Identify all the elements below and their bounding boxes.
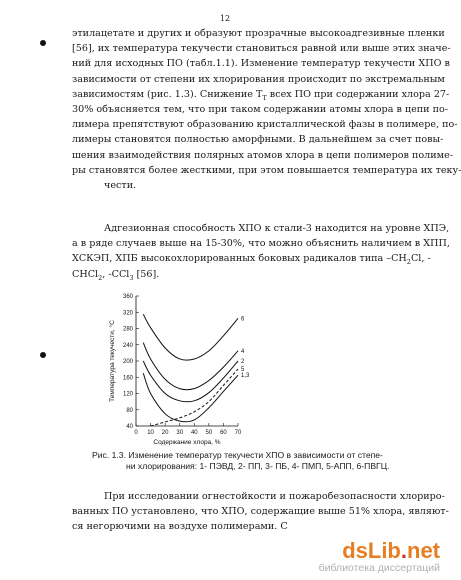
series-line-4 [143, 343, 238, 390]
text-line: лимера препятствуют образованию кристаллической фазы в полимере, по- [72, 119, 458, 131]
text-line: ний для исходных ПО (табл.1.1). Изменение температур текучести ХПО в [72, 58, 450, 70]
x-tick-label: 50 [205, 430, 213, 436]
y-tick-label: 80 [126, 407, 133, 414]
series-line-6 [143, 314, 238, 360]
y-tick-label: 360 [122, 294, 133, 300]
hole-punch-mark [40, 40, 46, 46]
text-line: ры становятся более жесткими, при этом повышается температура их теку- [72, 164, 461, 176]
y-tick-label: 160 [122, 375, 133, 382]
series-label: 4 [241, 348, 245, 355]
x-axis-label: Содержание хлора, % [153, 439, 221, 446]
y-axis-label: Температура текучести, °С [109, 320, 116, 402]
caption-line: Рис. 1.3. Изменение температур текучести ХПО в зависимости от степе- [92, 450, 383, 460]
x-tick-label: 10 [147, 430, 154, 436]
watermark-subtitle: библиотека диссертаций [318, 562, 440, 574]
series-line-1-3 [143, 373, 238, 422]
text-line: шения взаимодействия полярных атомов хлора в цепи полимеров полиме- [72, 149, 454, 161]
text-line: зависимостям (рис. 1.3). Снижение $T_T$ всех ПО при содержании хлора 27- [72, 88, 450, 102]
text-line: ванных ПО установлено, что ХПО, содержащие выше 51% хлора, являют- [72, 506, 449, 518]
text-line: чести. [104, 180, 137, 192]
series-label: 2 [241, 359, 245, 365]
x-tick-label: 30 [176, 430, 184, 436]
text-line: этилацетате и других и образуют прозрачные высокоадгезивные пленки [72, 28, 445, 39]
paragraph-2 [72, 221, 450, 282]
y-tick-label: 320 [122, 310, 133, 317]
paragraph-1 [72, 26, 461, 193]
page-number: 12 [219, 14, 231, 23]
text-line: 30% объясняется тем, что при таком содержании атомы хлора в цепи по- [72, 104, 449, 116]
text-line: лимеры становятся полностью аморфными. В дальнейшем за счет повы- [72, 134, 444, 146]
series-label: 1,3 [241, 373, 250, 380]
y-tick-label: 280 [122, 326, 133, 333]
text-line: зависимости от степени их хлорирования происходит по экстремальным [72, 73, 445, 85]
text-line: ся негорючими на воздухе полимерами. С [72, 521, 288, 533]
y-tick-label: 120 [122, 391, 133, 398]
y-tick-label: 240 [122, 342, 133, 349]
paragraph-3 [72, 489, 449, 535]
dslib-watermark [319, 540, 440, 574]
x-tick-label: 40 [190, 430, 198, 436]
x-tick-label: 70 [234, 430, 242, 436]
x-tick-label: 20 [161, 430, 169, 436]
text-line: При исследовании огнестойкости и пожаробезопасности хлориро- [104, 491, 445, 502]
y-tick-label: 200 [122, 359, 133, 365]
caption-line: ни хлорирования: 1- ПЭВД, 2- ПП, 3- ПБ, 4- ПМП, 5-АПП, 6-ПВГЦ. [126, 461, 390, 471]
x-tick-label: 0 [134, 430, 138, 436]
text-line: Адгезионная способность ХПО к стали-3 находится на уровне ХПЭ, [104, 223, 450, 234]
temperature-chart [92, 290, 260, 450]
text-line: CHCl$_2$, -CCl$_3$ [56]. [72, 268, 160, 282]
watermark-logo: dsLib.net [342, 538, 440, 563]
text-line: ХСКЭП, ХПБ высокохлорированных боковых радикалов типа $-CH_2Cl$, - [72, 253, 431, 267]
figure-caption [92, 450, 390, 472]
hole-punch-mark [40, 352, 46, 358]
series-label: 6 [241, 316, 245, 323]
y-tick-label: 40 [126, 424, 133, 430]
text-line: [56], их температура текучести становиться равной или выше этих значе- [72, 43, 451, 55]
text-line: а в ряде случаев выше на 15-30%, что можно объяснить наличием в ХПП, [72, 238, 450, 250]
series-label: 5 [241, 367, 245, 374]
x-tick-label: 60 [220, 430, 227, 436]
